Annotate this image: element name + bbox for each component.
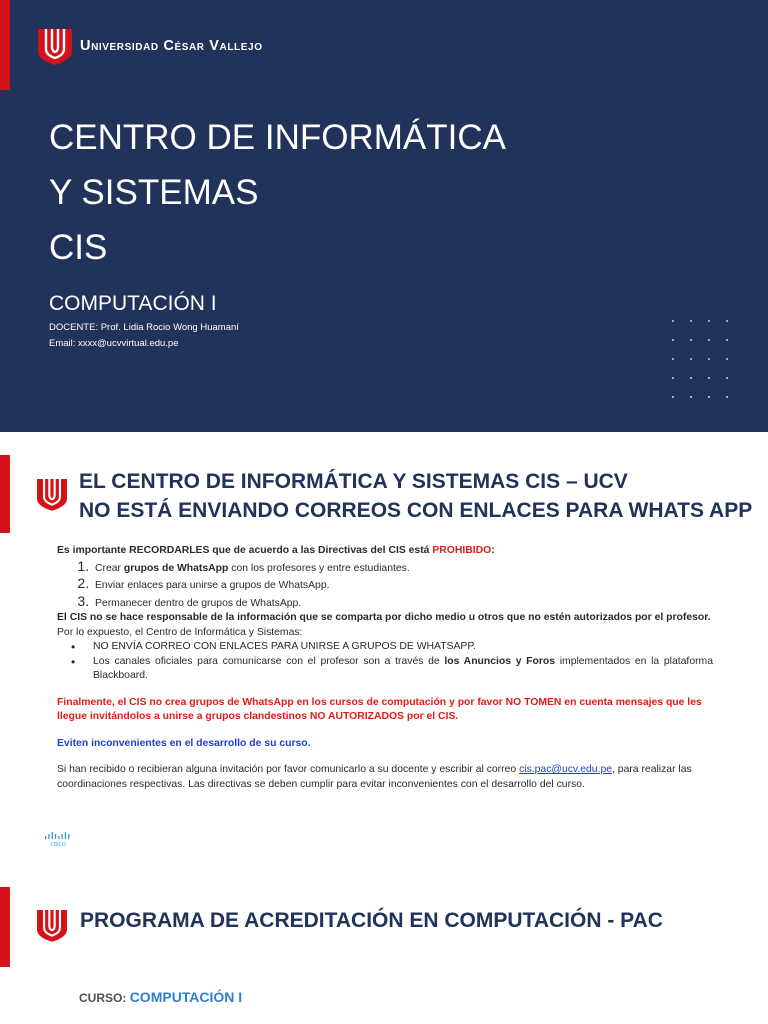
intro-colon: : (491, 545, 495, 556)
decorative-dot (672, 377, 674, 379)
decorative-dot (726, 358, 728, 360)
title-line-2: Y SISTEMAS (49, 173, 259, 212)
warning-paragraph: Finalmente, el CIS no crea grupos de WhatsApp en los cursos de computación y por favor NO TOMEN en cuenta mensajes que les llegue invitándolos a unirse a grupos clandestinos NO AUTORIZADOS por el CIS. (57, 696, 702, 722)
bullet-bold-text: los Anuncios y Foros (444, 655, 556, 667)
program-title: PROGRAMA DE ACREDITACIÓN EN COMPUTACIÓN - PAC (80, 909, 663, 932)
course-label: CURSO: (79, 991, 127, 1005)
rule-text: Permanecer dentro de grupos de WhatsApp. (95, 597, 302, 609)
ucv-shield-icon (37, 908, 67, 942)
decorative-dot (672, 339, 674, 341)
teacher-name: DOCENTE: Prof. Lidia Rocio Wong Huamaní (49, 322, 239, 333)
rule-text: Enviar enlaces para unirse a grupos de WhatsApp. (95, 580, 330, 591)
title-slide (0, 0, 768, 432)
cisco-logo-icon (44, 830, 72, 848)
decorative-dot (708, 320, 710, 322)
list-item (93, 559, 713, 577)
list-item: • NO ENVÍA CORREO CON ENLACES PARA UNIRSE A GRUPOS DE WHATSAPP. (93, 640, 713, 655)
decorative-dot (708, 377, 710, 379)
list-item (93, 576, 713, 594)
university-name: Universidad César Vallejo (80, 38, 263, 54)
expuesto-paragraph: Por lo expuesto, el Centro de Informática y Sistemas: (57, 626, 303, 638)
decorative-dot (708, 396, 710, 398)
decorative-dot (708, 358, 710, 360)
title-line-1: CENTRO DE INFORMÁTICA (49, 118, 506, 157)
decorative-dot (672, 396, 674, 398)
bullet-text: Los canales oficiales para comunicarse con el profesor son a través de (93, 655, 445, 667)
course-line (79, 989, 242, 1005)
red-accent-bar (0, 887, 10, 967)
notice-body (57, 544, 713, 792)
decorative-dot (726, 320, 728, 322)
decorative-dot (690, 358, 692, 360)
contact-paragraph (57, 763, 713, 792)
rule-text: con los profesores y entre estudiantes. (228, 562, 410, 574)
contact-email-link[interactable]: cis.pac@ucv.edu.pe (519, 764, 613, 775)
decorative-dot (726, 339, 728, 341)
ucv-shield-icon (38, 27, 72, 65)
responsibility-paragraph: El CIS no se hace responsable de la información que se comparta por dicho medio u otros que no estén autorizados por el profesor. (57, 612, 711, 623)
contact-text: , para realizar las coordinaciones respectivas. Las directivas se deben cumplir para evitar inconvenientes con el desarrollo del curso. (57, 764, 692, 790)
title-line-3: CIS (49, 228, 108, 267)
red-accent-bar (0, 0, 10, 90)
decorative-dot (672, 358, 674, 360)
rule-text: Crear (95, 562, 124, 574)
contact-text: Si han recibido o recibieran alguna invitación por favor comunicarlo a su docente y escribir al correo (57, 764, 520, 775)
teacher-email: Email: xxxx@ucvvirtual.edu.pe (49, 338, 179, 349)
list-item (93, 655, 713, 684)
decorative-dot (690, 377, 692, 379)
notice-slide (0, 443, 768, 863)
decorative-dot (672, 320, 674, 322)
decorative-dot (690, 339, 692, 341)
list-item (93, 594, 713, 612)
avoid-paragraph: Eviten inconvenientes en el desarrollo de su curso. (57, 737, 311, 749)
decorative-dot-grid (672, 320, 736, 404)
notice-title (79, 467, 752, 525)
decorative-dot (726, 396, 728, 398)
rule-bold-text: grupos de WhatsApp (123, 562, 229, 574)
decorative-dot (708, 339, 710, 341)
prohibited-label: PROHIBIDO (432, 545, 492, 556)
decorative-dot (726, 377, 728, 379)
subject-title: COMPUTACIÓN I (49, 292, 217, 315)
decorative-dot (690, 396, 692, 398)
channels-list (57, 640, 713, 684)
decorative-dot (690, 320, 692, 322)
intro-paragraph (57, 544, 713, 559)
ucv-shield-icon (37, 477, 67, 511)
program-slide (0, 877, 768, 1024)
svg-text:CISCO: CISCO (50, 842, 66, 848)
notice-title-line-2: NO ESTÁ ENVIANDO CORREOS CON ENLACES PARA WHATS APP (79, 499, 753, 522)
rules-list (57, 559, 713, 612)
bullet-text: implementados en la plataforma Blackboard. (93, 655, 713, 681)
intro-text: Es importante RECORDARLES que de acuerdo a las Directivas del CIS está (57, 545, 433, 556)
red-accent-bar (0, 455, 10, 533)
course-name: COMPUTACIÓN I (129, 989, 243, 1005)
notice-title-line-1: EL CENTRO DE INFORMÁTICA Y SISTEMAS CIS – UCV (79, 470, 628, 493)
main-title (49, 110, 506, 275)
